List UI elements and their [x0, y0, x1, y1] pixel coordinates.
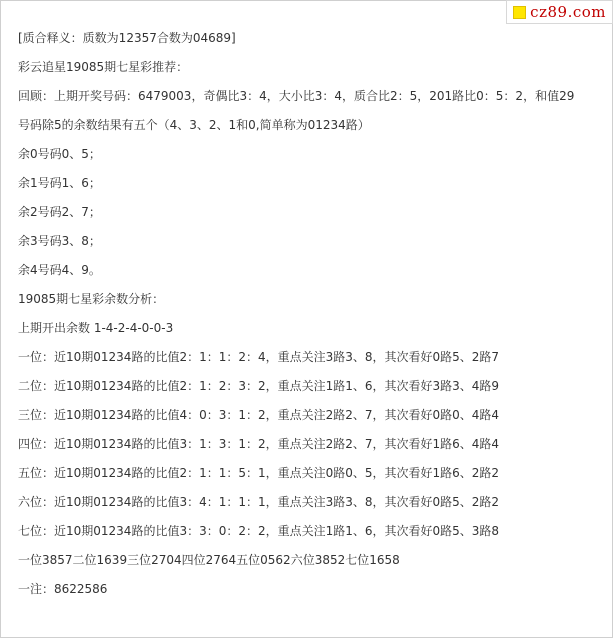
- analysis-title: 19085期七星彩余数分析：: [18, 292, 165, 306]
- position-2-analysis: 二位：近10期01234路的比值2：1：2：3：2，重点关注1路1、6，其次看好3路3、4路9: [18, 379, 500, 393]
- logo-square-icon: [513, 6, 526, 19]
- position-4-analysis: 四位：近10期01234路的比值3：1：3：1：2，重点关注2路2、7，其次看好1路6、4路4: [18, 437, 500, 451]
- last-remainders-line: 上期开出余数 1-4-2-4-0-0-3: [18, 321, 174, 335]
- review-line: 回顾：上期开奖号码：6479003，奇偶比3：4，大小比3：4，质合比2：5，201路比0：5：2，和值29: [18, 89, 575, 103]
- remainder-4-line: 余4号码4、9。: [18, 263, 101, 277]
- remainder-intro: 号码除5的余数结果有五个（4、3、2、1和0,简单称为01234路）: [18, 118, 370, 132]
- position-7-analysis: 七位：近10期01234路的比值3：3：0：2：2，重点关注1路1、6，其次看好0路5、3路8: [18, 524, 500, 538]
- definition-line: [质合释义：质数为12357合数为04689]: [18, 31, 236, 45]
- remainder-3-line: 余3号码3、8；: [18, 234, 101, 248]
- watermark-text: cz89.com: [530, 3, 606, 21]
- single-ticket-line: 一注：8622586: [18, 582, 108, 596]
- recommendation-title: 彩云追星19085期七星彩推荐：: [18, 60, 189, 74]
- remainder-0-line: 余0号码0、5；: [18, 147, 101, 161]
- remainder-2-line: 余2号码2、7；: [18, 205, 101, 219]
- position-picks-line: 一位3857二位1639三位2704四位2764五位0562六位3852七位1658: [18, 553, 400, 567]
- article-body: [18, 30, 603, 598]
- position-1-analysis: 一位：近10期01234路的比值2：1：1：2：4，重点关注3路3、8，其次看好0路5、2路7: [18, 350, 500, 364]
- position-6-analysis: 六位：近10期01234路的比值3：4：1：1：1，重点关注3路3、8，其次看好0路5、2路2: [18, 495, 500, 509]
- site-watermark[interactable]: [506, 0, 613, 24]
- remainder-1-line: 余1号码1、6；: [18, 176, 101, 190]
- position-3-analysis: 三位：近10期01234路的比值4：0：3：1：2，重点关注2路2、7，其次看好0路0、4路4: [18, 408, 500, 422]
- position-5-analysis: 五位：近10期01234路的比值2：1：1：5：1，重点关注0路0、5，其次看好1路6、2路2: [18, 466, 500, 480]
